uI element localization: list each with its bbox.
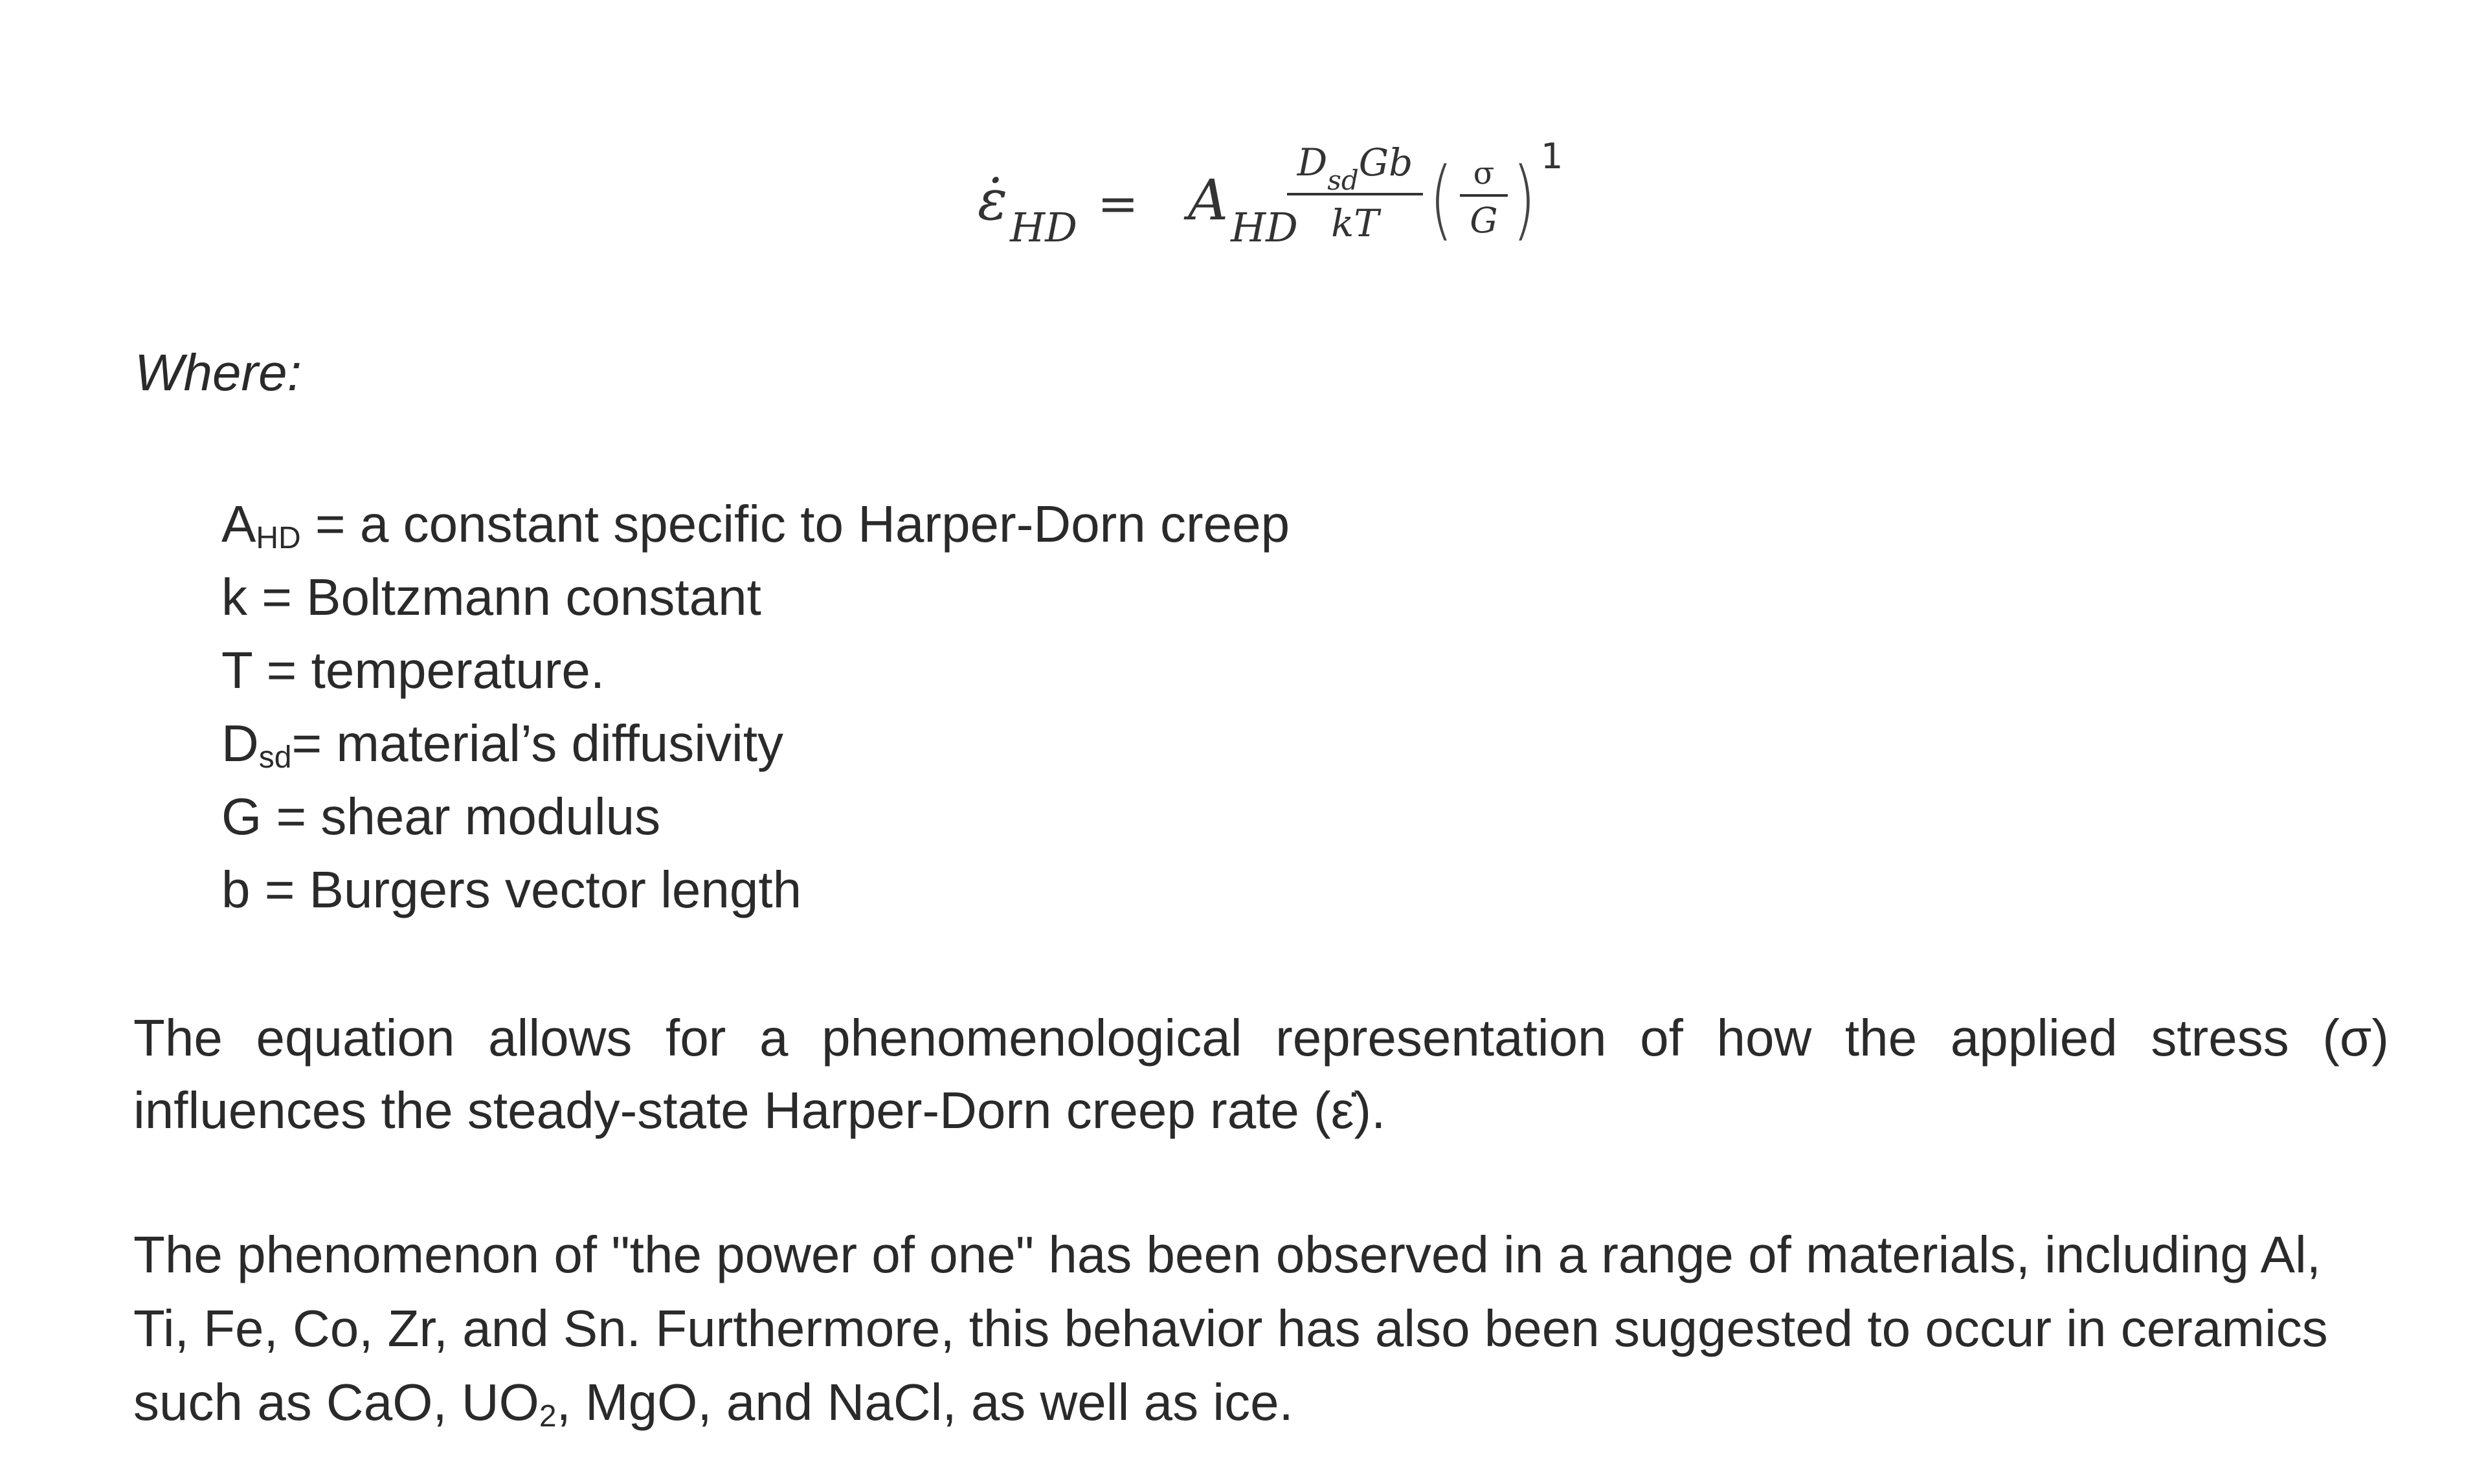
- exponent: 1: [1541, 136, 1563, 177]
- stress-ratio-denominator: G: [1470, 200, 1498, 241]
- stress-ratio: [1455, 154, 1513, 241]
- definitions-list: [221, 487, 1290, 926]
- definition-item: $A_{HD} = a$ constant specific to Harper-Dorn creep: [221, 495, 1290, 555]
- strain-rate-symbol: $\varepsiloṅ_{HD}$: [978, 168, 1077, 251]
- where-label: Where:: [135, 344, 302, 401]
- open-paren: (: [1429, 149, 1453, 250]
- paragraph-power-of-one: The phenomenon of "the power of one" has been observed in a range of materials, including Al, Ti, Fe, Co, Zr, and Sn. Furthermore, this behavior has also been suggested to occur in ceramics such as CaO, $UO_2$, MgO, and NaCl, as well as ice.: [133, 1226, 2328, 1434]
- strain-rate-subscript: HD: [1010, 204, 1077, 251]
- fraction-numerator: $D_{sd}Gb$: [1297, 140, 1413, 196]
- definition-item: b = Burgers vector length: [221, 861, 802, 918]
- definition-item: T = temperature.: [221, 641, 605, 699]
- equals-sign: =: [1097, 175, 1139, 232]
- fraction-denominator: kT: [1331, 201, 1379, 245]
- stress-ratio-bar: [1460, 194, 1508, 197]
- paragraph-equation-explanation: The equation allows for a phenomenological representation of how the applied stress (σ) influences the steady-state Harper-Dorn creep rate (ε̇).: [133, 1009, 2389, 1139]
- stress-ratio-numerator: σ: [1473, 155, 1495, 192]
- definition-item: $D_{sd}=$ material’s diffusivity: [221, 714, 784, 775]
- coefficient-symbol: $A_{HD}$: [1188, 168, 1298, 251]
- coefficient-subscript: HD: [1231, 204, 1298, 251]
- definition-item: G = shear modulus: [221, 788, 661, 845]
- close-paren: ): [1512, 149, 1536, 250]
- diffusivity-fraction: [1287, 135, 1423, 246]
- definition-item: k = Boltzmann constant: [221, 568, 761, 626]
